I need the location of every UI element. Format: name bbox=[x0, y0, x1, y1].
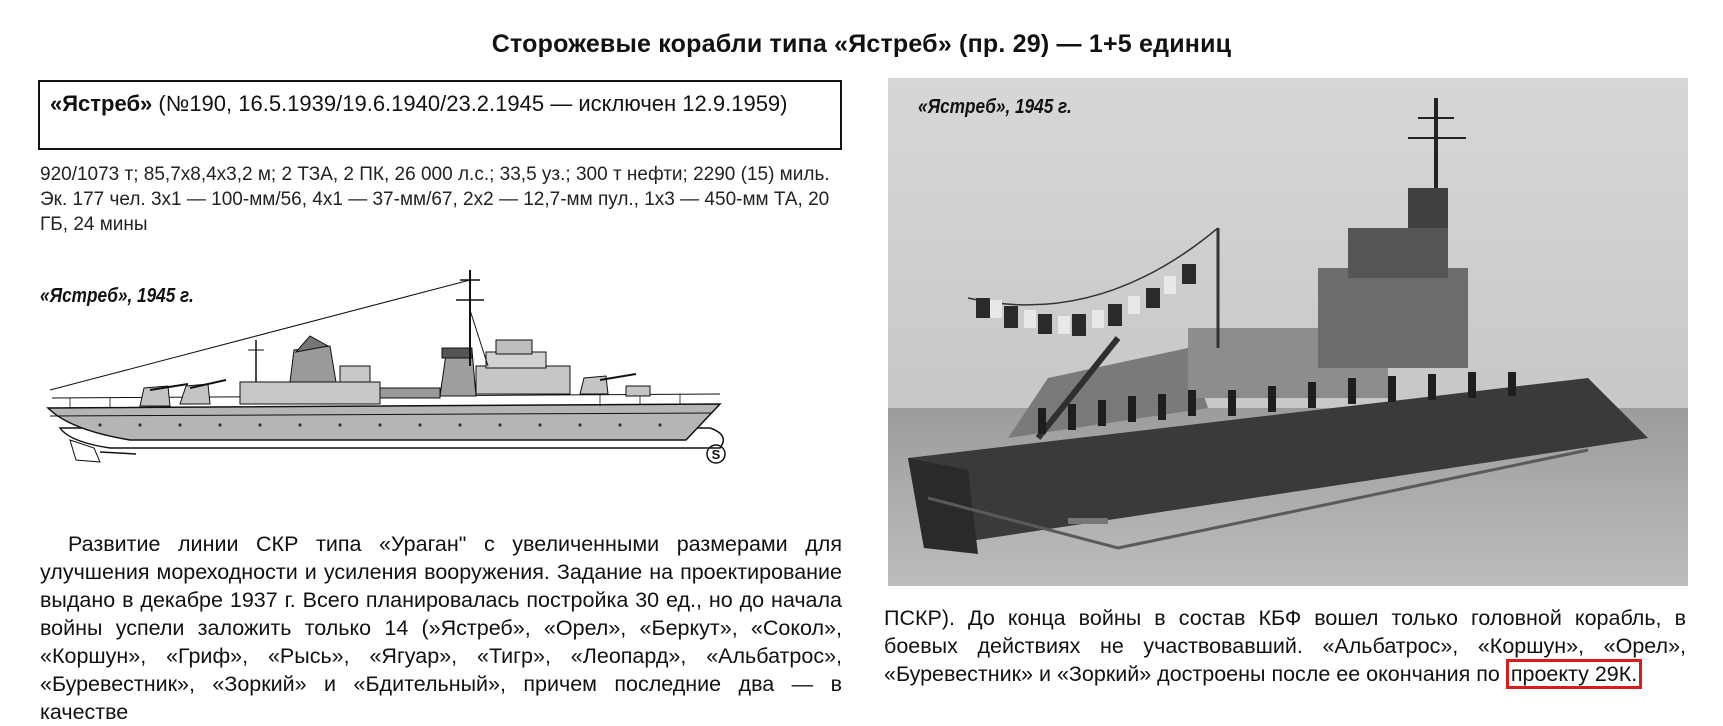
left-paragraph: Развитие линии СКР типа «Ураган" с увеличенными размерами для улучшения мореходности и усиления вооружения. Задание на проектирование выдано в декабре 1937 г. Всего планировалась постройка 30 ед., но до начала войны успели заложить только 14 (»Ястреб», «Орел», «Беркут», «Сокол», «Коршун», «Гриф», «Рысь», «Ягуар», «Тигр», «Леопард», «Альбатрос», «Буревестник», «Зоркий» и «Бдительный», причем последние два — в качестве bbox=[40, 532, 842, 724]
article-text-right bbox=[884, 604, 1686, 688]
publisher-stamp: S bbox=[711, 447, 721, 462]
drawing-caption: «Ястреб», 1945 г. bbox=[40, 285, 194, 307]
ship-specifications: 920/1073 т; 85,7x8,4x3,2 м; 2 ТЗА, 2 ПК, 26 000 л.с.; 33,5 уз.; 300 т нефти; 2290 (15) миль. Эк. 177 чел. 3x1 — 100-мм/56, 4x1 — 37-мм/67, 2x2 — 12,7-мм пул., 1x3 — 450-мм ТА, 20 ГБ, 24 мины bbox=[40, 164, 830, 235]
photo-caption: «Ястреб», 1945 г. bbox=[918, 96, 1072, 118]
ship-photograph bbox=[888, 78, 1688, 586]
ship-details: (№190, 16.5.1939/19.6.1940/23.2.1945 — исключен 12.9.1959) bbox=[158, 91, 788, 116]
right-paragraph: ПСКР). До конца войны в состав КБФ вошел только головной корабль, в боевых действиях не участвовавший. «Альбатрос», «Коршун», «Орел», «Буревестник» и «Зоркий» достроены после ее окончания по bbox=[884, 606, 1686, 686]
highlighted-project-reference: проекту 29К. bbox=[1506, 659, 1642, 689]
page-title: Сторожевые корабли типа «Ястреб» (пр. 29) — 1+5 единиц bbox=[491, 30, 1232, 58]
ship-name: «Ястреб» bbox=[50, 91, 153, 116]
article-text-left bbox=[40, 530, 842, 726]
ship-name-box bbox=[38, 80, 842, 150]
ship-profile-drawing bbox=[40, 270, 810, 500]
